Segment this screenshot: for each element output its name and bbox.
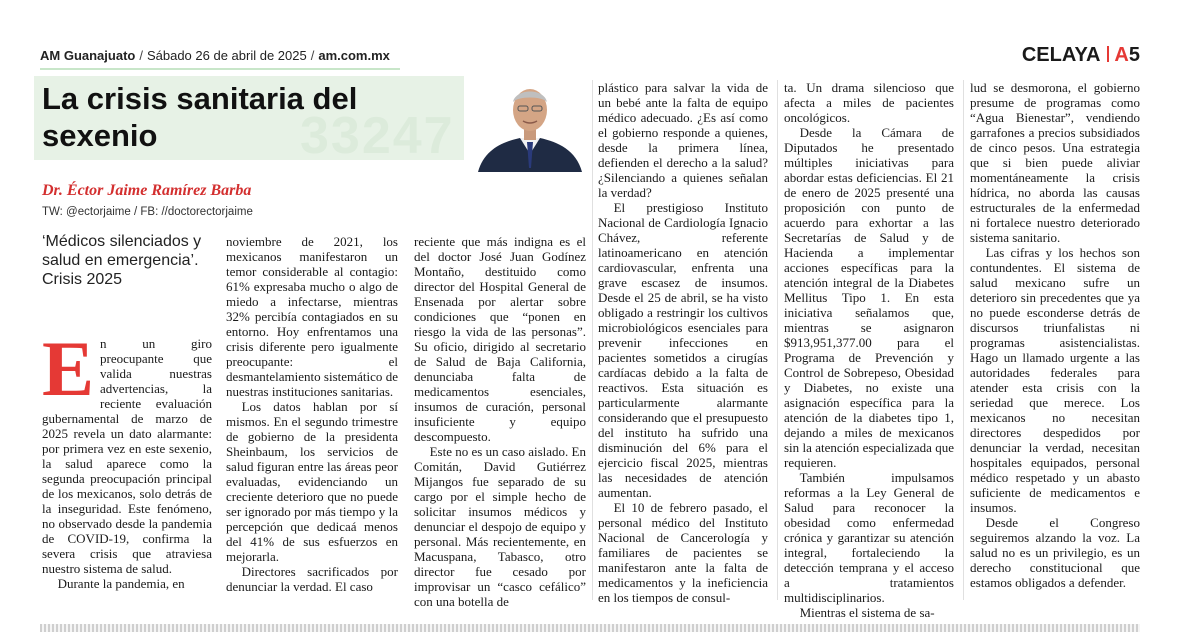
- author-social: TW: @ectorjaime / FB: //doctorectorjaime: [42, 206, 253, 218]
- section-label: [1022, 44, 1140, 67]
- paragraph: plástico para salvar la vida de un bebé ante la falta de equipo médico adecuado. ¿Es así como el gobierno responde a quienes, desde la primera línea, defienden el derecho a la salud? ¿Silenciando a quienes señalan la verdad?: [598, 80, 768, 200]
- paragraph: También impulsamos reformas a la Ley General de Salud para reconocer la obesidad como enfermedad crónica y garantizar su atención integral, fortaleciendo la detección temprana y el acceso a tratamientos multidisciplinarios.: [784, 470, 954, 605]
- paragraph: lud se desmorona, el gobierno presume de programas como “Agua Bienestar”, vendiendo garrafones a precios subsidiados de cinco pesos. Una estrategia que si bien puede aliviar momentáneamente la crisis hídrica, no aborda las causas estructurales de la enfermedad ni fortalece nuestro deteriorado sistema sanitario.: [970, 80, 1140, 245]
- paragraph: reciente que más indigna es el del doctor José Juan Godínez Montaño, destituido como director del Hospital General de Ensenada por alertar sobre condiciones que “ponen en riesgo la vida de las personas”. Su oficio, dirigido al secretario de Salud de Baja California, denunciaba falta de medicamentos esenciales, insumos de curación, personal insuficiente y equipo descompuesto.: [414, 234, 586, 444]
- paragraph: Desde el Congreso seguiremos alzando la voz. La salud no es un privilegio, es un derecho constitucional que estamos obligados a defender.: [970, 515, 1140, 590]
- page-bottom-strip: [40, 624, 1140, 632]
- headline: La crisis sanitaria del sexenio: [42, 81, 358, 153]
- paragraph: noviembre de 2021, los mexicanos manifestaron un temor considerable al contagio: 61% expresaba mucho o algo de miedo a infectarse, mientras 32% percibía contagiados en su entorno. Hoy enfrentamos una crisis diferente pero igualmente preocupante: el desmantelamiento sistemático de nuestras instituciones sanitarias.: [226, 234, 398, 399]
- publication-name: AM Guanajuato: [40, 48, 136, 63]
- page-header: [40, 40, 1140, 70]
- article-column-2: [226, 234, 398, 594]
- author-photo: [474, 80, 586, 172]
- paragraph: Este no es un caso aislado. En Comitán, David Gutiérrez Mijangos fue separado de su cargo por el simple hecho de solicitar insumos médicos y denunciar el despojo de equipo y personal. Más recientemente, en Macuspana, Tabasco, otro director fue cesado por improvisar un “casco cefálico” con una botella de: [414, 444, 586, 609]
- section-name: CELAYA: [1021, 44, 1101, 66]
- header-rule: [40, 68, 400, 70]
- article-column-6: [970, 80, 1140, 590]
- column-divider: [963, 80, 964, 600]
- author-byline: Dr. Éctor Jaime Ramírez Barba: [42, 182, 252, 199]
- page-letter: A: [1114, 44, 1129, 66]
- paragraph: Directores sacrificados por denunciar la verdad. El caso: [226, 564, 398, 594]
- drop-cap: E: [42, 325, 95, 412]
- article-column-4: [598, 80, 768, 605]
- column-divider: [592, 80, 593, 600]
- website-link[interactable]: am.com.mx: [318, 48, 390, 63]
- publication-date: Sábado 26 de abril de 2025: [146, 48, 307, 63]
- section-divider: [1107, 46, 1109, 62]
- column-divider: [777, 80, 778, 600]
- page-number: 5: [1128, 44, 1140, 66]
- paragraph: Los datos hablan por sí mismos. En el segundo trimestre de gobierno de la presidenta Sheinbaum, los servicios de salud figuran entre las áreas peor evaluadas, evidenciando un creciente deterioro que no puede ser ignorado por más tiempo y la percepción que dedicaá menos del 41% de sus esfuerzos en mejorarla.: [226, 399, 398, 564]
- paragraph-text: n un giro preocupante que valida nuestras advertencias, la reciente evaluación gubernamental de marzo de 2025 revela un dato alarmante: por primera vez en este sexenio, la salud aparece como la segunda preocupación principal de los mexicanos, solo detrás de la inseguridad. Este fenómeno, no observado desde la pandemia de COVID-19, confirma la severa crisis que atraviesa nuestro sistema de salud.: [42, 336, 212, 576]
- article-column-5: [784, 80, 954, 620]
- headline-watermark: 33247: [300, 107, 455, 165]
- paragraph: Durante la pandemia, en: [57, 576, 185, 591]
- paragraph: ta. Un drama silencioso que afecta a miles de pacientes oncológicos.: [784, 80, 954, 125]
- article-column-1: [42, 325, 212, 591]
- paragraph: Mientras el sistema de sa-: [799, 605, 935, 620]
- paragraph: El prestigioso Instituto Nacional de Cardiología Ignacio Chávez, referente latinoamericano en atención cardiovascular, enfrenta una grave escasez de insumos. Desde el 25 de abril, se ha visto obligado a restringir los cultivos microbiológicos esenciales para prevenir infecciones en pacientes sometidos a cirugías cardíacas debido a la falta de reactivos. Esta situación es particularmente alarmante considerando que el presupuesto del instituto ha sufrido una disminución del 6% para el ejercicio fiscal 2025, mientras las necesidades de atención aumentan.: [598, 200, 768, 500]
- article-subtitle: ‘Médicos silenciados y salud en emergencia’. Crisis 2025: [42, 233, 202, 288]
- paragraph: Desde la Cámara de Diputados he presentado múltiples iniciativas para abordar estas deficiencias. El 21 de enero de 2025 presenté una proposición con punto de acuerdo para exhortar a las Secretarías de Salud y de Hacienda a implementar acciones específicas para la atención integral de la Diabetes Mellitus Tipo 1. En esta iniciativa señalamos que, mientras se asignaron $913,951,377.00 para el Programa de Prevención y Control de Sobrepeso, Obesidad y Diabetes, no existe una asignación específica para la atención de la diabetes tipo 1, dejando a miles de mexicanos sin la atención especializada que requieren.: [784, 125, 954, 470]
- paragraph: El 10 de febrero pasado, el personal médico del Instituto Nacional de Cancerología y familiares de pacientes se manifestaron ante la falta de medicamentos y la ineficiencia en los tiempos de consul-: [598, 500, 768, 605]
- article-column-3: [414, 234, 586, 609]
- paragraph: Las cifras y los hechos son contundentes. El sistema de salud mexicano sufre un deterioro sin precedentes que ya no puede esconderse detrás de discursos triunfalistas ni programas asistencialistas. Hago un llamado urgente a las autoridades federales para atender esta crisis con la seriedad que merece. Los mexicanos no necesitan directores despedidos por denunciar la verdad, necesitan hospitales equipados, personal médico respetado y un abasto suficiente de medicamentos e insumos.: [970, 245, 1140, 515]
- header-info: AM Guanajuato / Sábado 26 de abril de 2025 / am.com.mx: [40, 48, 390, 63]
- paragraph: [42, 325, 212, 576]
